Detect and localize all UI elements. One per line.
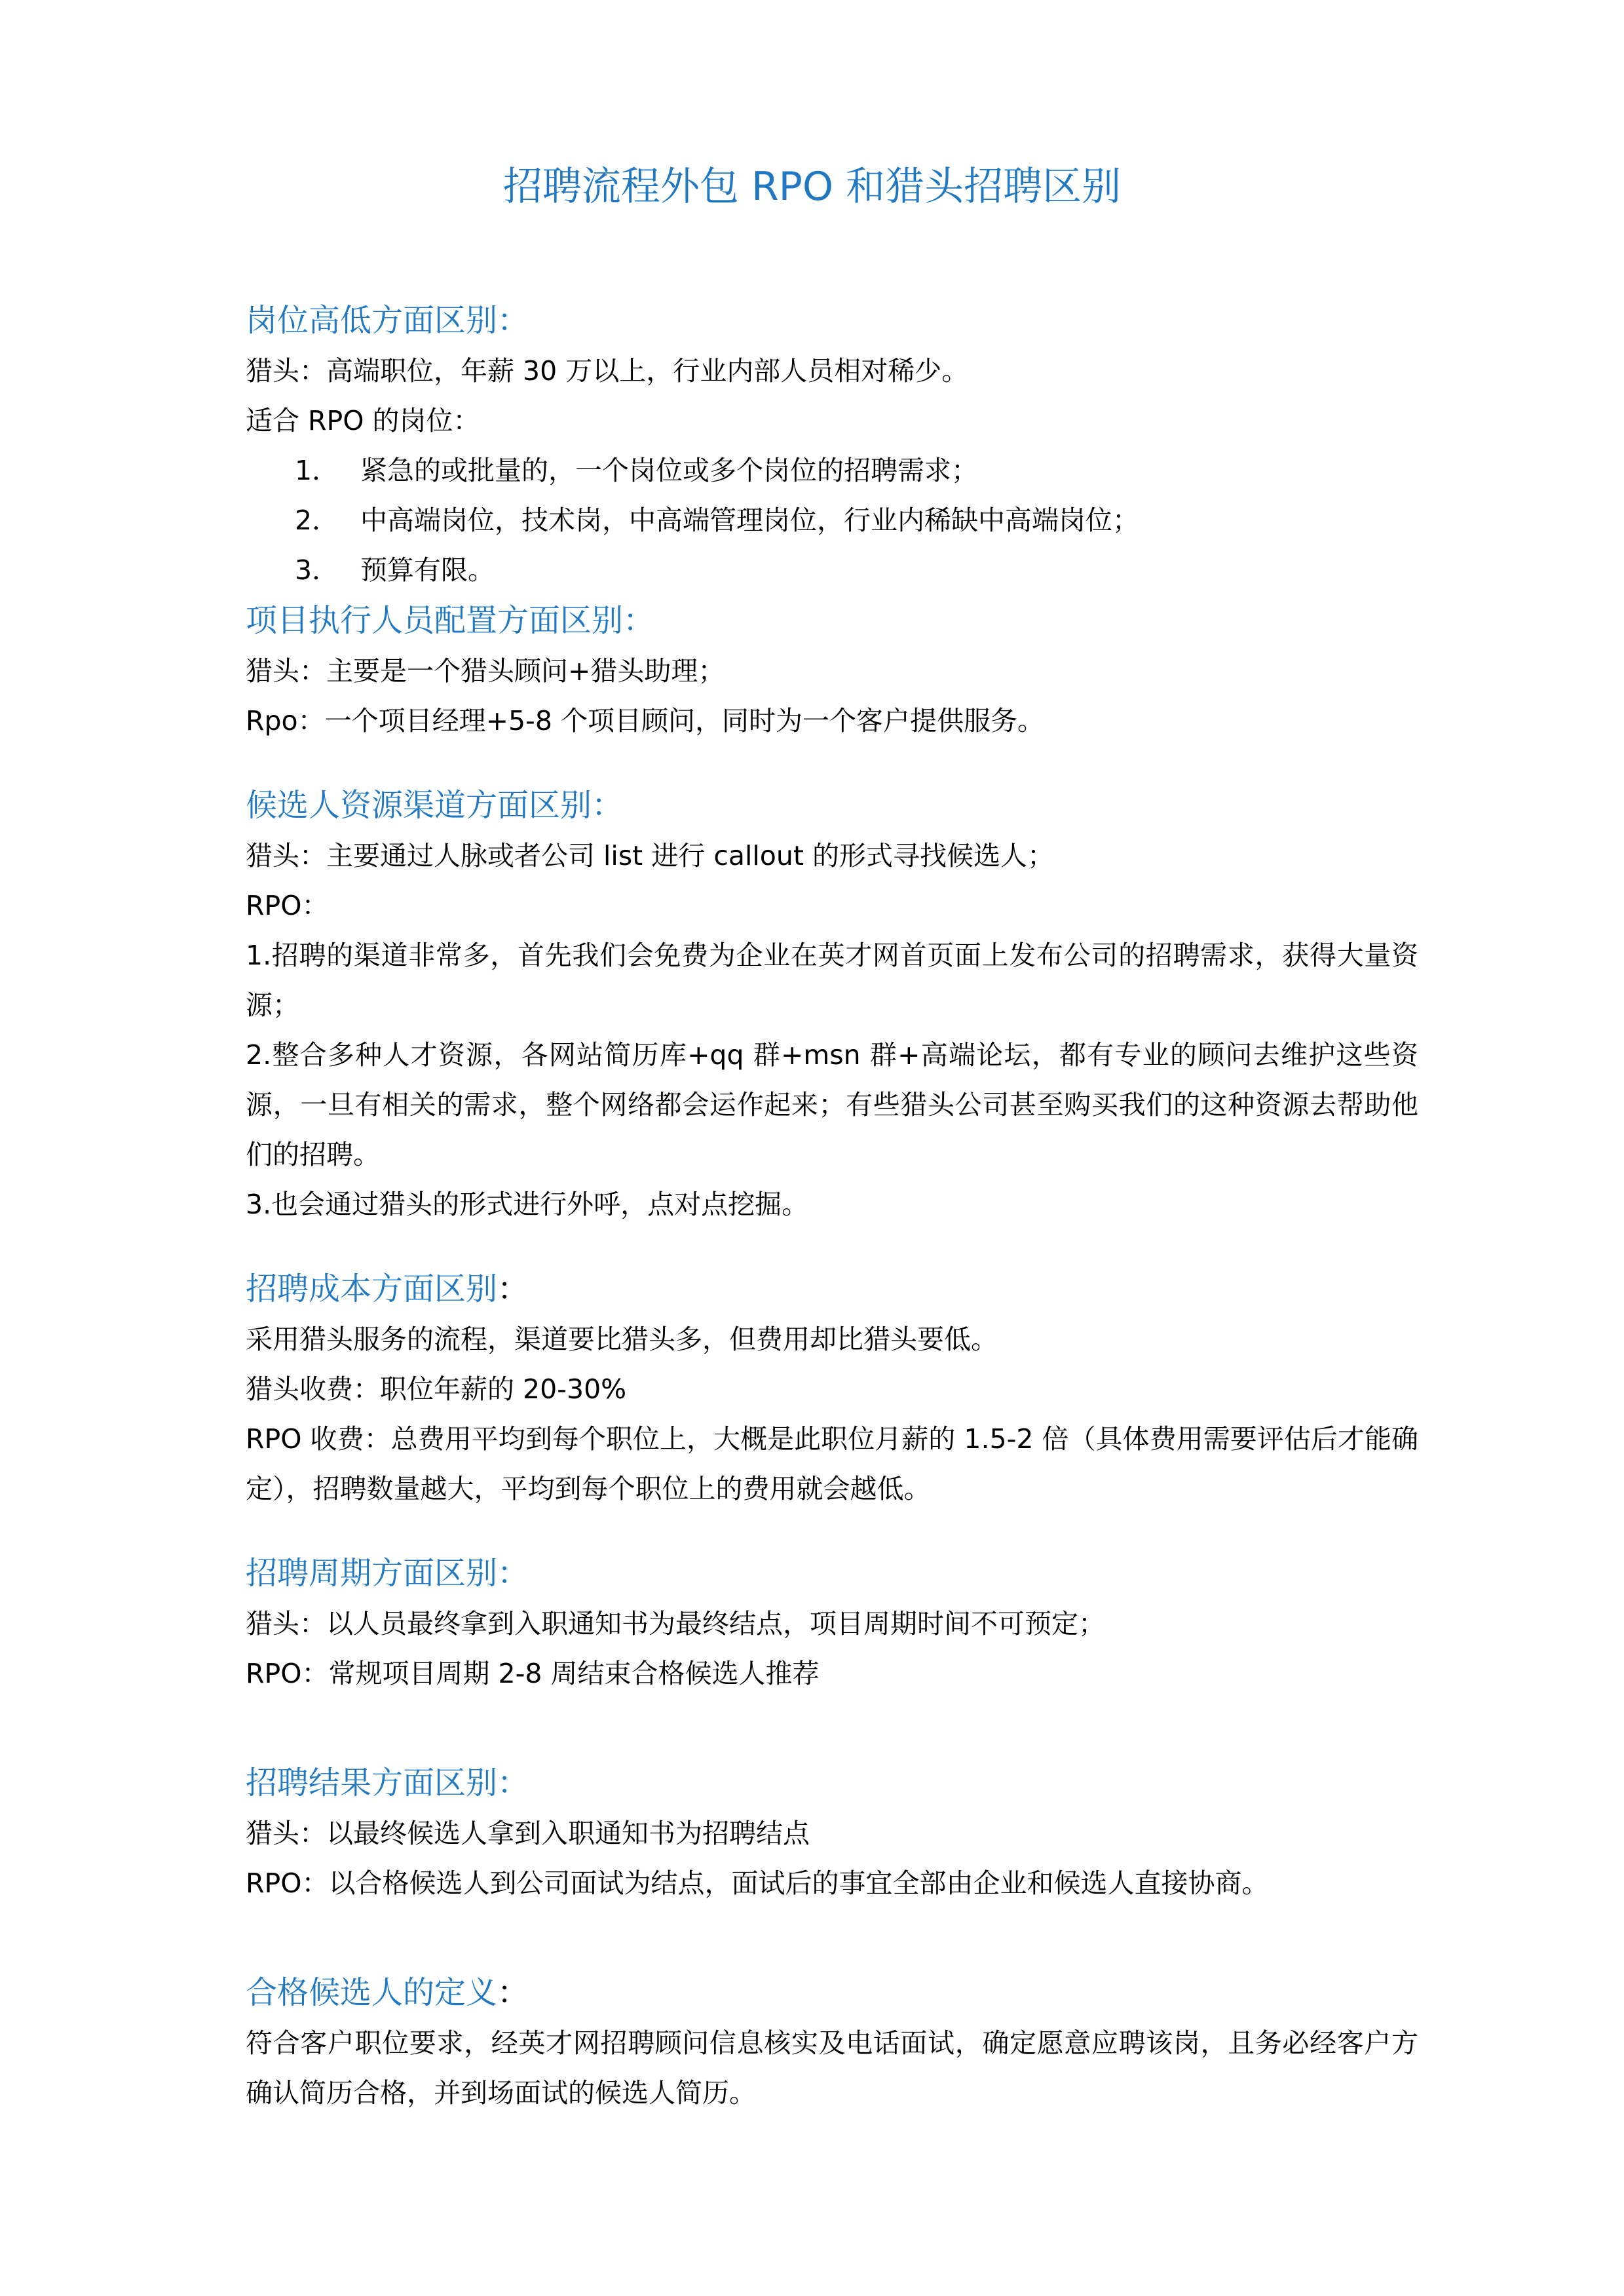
paragraph: 2.整合多种人才资源，各网站简历库+qq 群+msn 群+高端论坛，都有专业的顾问去维护这些资源，一旦有相关的需求，整个网络都会运作起来；有些猎头公司甚至购买我们的这种资源去帮助他们的招聘。	[246, 1039, 1418, 1170]
paragraph: 猎头：主要通过人脉或者公司 list 进行 callout 的形式寻找候选人；	[246, 840, 1054, 871]
numbered-list	[246, 446, 1418, 595]
paragraph: 符合客户职位要求，经英才网招聘顾问信息核实及电话面试，确定愿意应聘该岗，且务必经客户方确认简历合格，并到场面试的候选人简历。	[246, 2027, 1418, 2109]
paragraph: 适合 RPO 的岗位：	[246, 405, 480, 436]
spacer	[246, 1698, 1418, 1757]
paragraph: 猎头收费：职位年薪的 20-30%	[246, 1373, 627, 1405]
section-qualified-candidate	[246, 1967, 1418, 2118]
list-item	[246, 545, 1418, 595]
document-body	[246, 295, 1418, 2118]
list-item	[246, 495, 1418, 545]
section-heading: 项目执行人员配置方面区别：	[246, 602, 655, 639]
paragraph: RPO：	[246, 890, 329, 921]
list-text: 紧急的或批量的，一个岗位或多个岗位的招聘需求；	[360, 455, 978, 486]
section-heading-text: 招聘成本方面区别	[246, 1271, 498, 1307]
paragraph: RPO 收费：总费用平均到每个职位上，大概是此职位月薪的 1.5-2 倍（具体费用需要评估后才能确定），招聘数量越大，平均到每个职位上的费用就会越低。	[246, 1423, 1418, 1504]
list-number: 1．	[295, 455, 339, 486]
list-number: 2．	[295, 505, 339, 536]
section-recruiting-cycle	[246, 1548, 1418, 1698]
paragraph: 采用猎头服务的流程，渠道要比猎头多，但费用却比猎头要低。	[246, 1324, 998, 1355]
document-title: 招聘流程外包 RPO 和猎头招聘区别	[502, 164, 1122, 210]
paragraph: 猎头：主要是一个猎头顾问+猎头助理；	[246, 655, 725, 687]
paragraph: 1.招聘的渠道非常多，首先我们会免费为企业在英才网首页面上发布公司的招聘需求，获得大量资源；	[246, 940, 1418, 1021]
section-heading-colon: ：	[497, 1271, 529, 1307]
section-heading: 候选人资源渠道方面区别：	[246, 787, 624, 824]
section-position-level	[246, 295, 1418, 595]
paragraph: RPO：以合格候选人到公司面试为结点，面试后的事宜全部由企业和候选人直接协商。	[246, 1867, 1269, 1899]
paragraph: RPO：常规项目周期 2-8 周结束合格候选人推荐	[246, 1658, 820, 1689]
section-recruiting-result	[246, 1757, 1418, 1908]
section-heading: 岗位高低方面区别：	[246, 302, 529, 339]
section-heading-colon: ：	[497, 1974, 529, 2011]
paragraph: 3.也会通过猎头的形式进行外呼，点对点挖掘。	[246, 1189, 809, 1220]
section-staffing	[246, 595, 1418, 746]
section-heading: 招聘结果方面区别：	[246, 1765, 529, 1801]
spacer	[246, 1229, 1418, 1263]
paragraph: 猎头：以人员最终拿到入职通知书为最终结点，项目周期时间不可预定；	[246, 1608, 1105, 1639]
spacer	[246, 1514, 1418, 1548]
section-heading: 招聘周期方面区别：	[246, 1555, 529, 1592]
paragraph: Rpo：一个项目经理+5-8 个项目顾问，同时为一个客户提供服务。	[246, 705, 1044, 737]
spacer	[246, 746, 1418, 780]
section-heading-text: 合格候选人的定义	[246, 1974, 498, 2011]
paragraph: 猎头：高端职位，年薪 30 万以上，行业内部人员相对稀少。	[246, 355, 969, 387]
list-item	[246, 446, 1418, 495]
spacer	[246, 1908, 1418, 1967]
list-number: 3．	[295, 554, 339, 586]
section-heading	[246, 1263, 1418, 1314]
paragraph: 猎头：以最终候选人拿到入职通知书为招聘结点	[246, 1818, 810, 1849]
list-text: 中高端岗位，技术岗，中高端管理岗位，行业内稀缺中高端岗位；	[360, 505, 1139, 536]
list-text: 预算有限。	[360, 554, 495, 586]
section-candidate-channels	[246, 780, 1418, 1229]
section-heading	[246, 1967, 1418, 2018]
section-recruiting-cost	[246, 1263, 1418, 1514]
